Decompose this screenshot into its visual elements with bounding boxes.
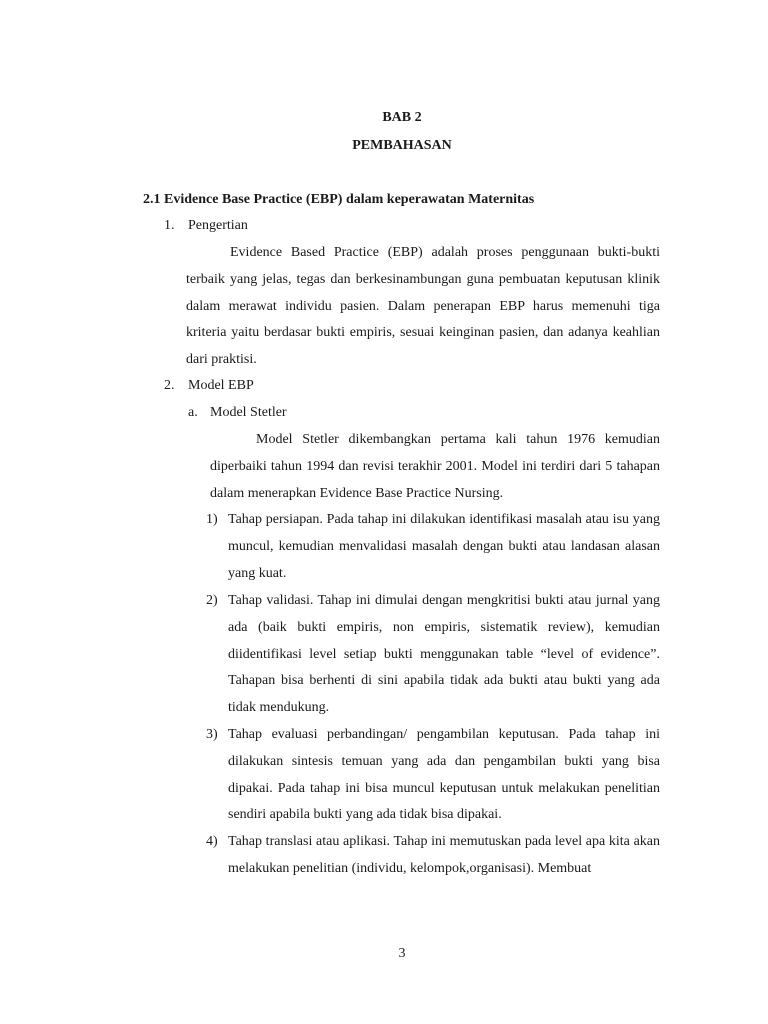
step-number: 4) <box>206 834 218 849</box>
step-text-validasi: Tahap validasi. Tahap ini dimulai dengan mengkritisi bukti atau jurnal yang ada (baik bukti empiris, non empiris, sistematik review), kemudian diidentifikasi level setiap bukti menggunakan table “level of evidence”. Tahapan bisa berhenti di sini apabila tidak ada bukti atau bukti yang ada tidak mendukung. <box>228 593 660 716</box>
step-text-evaluasi: Tahap evaluasi perbandingan/ pengambilan keputusan. Pada tahap ini dilakukan sintesis temuan yang ada dan pengambilan bukti yang bisa dipakai. Pada tahap ini bisa muncul keputusan untuk melakukan penelitian sendiri apabila bukti yang ada tidak bisa dipakai. <box>228 727 660 823</box>
paragraph-pengertian: Evidence Based Practice (EBP) adalah proses penggunaan bukti-bukti terbaik yang jelas, tegas dan berkesinambungan guna pembuatan keputusan klinik dalam merawat individu pasien. Dalam penerapan EBP harus memenuhi tiga kriteria yaitu berdasar bukti empiris, sesuai keinginan pasien, dan adanya keahlian dari praktisi. <box>186 245 660 368</box>
chapter-label: BAB 2 <box>382 110 422 125</box>
step-number: 2) <box>206 593 218 608</box>
step-number: 3) <box>206 727 218 742</box>
paragraph-model-stetler: Model Stetler dikembangkan pertama kali tahun 1976 kemudian diperbaiki tahun 1994 dan revisi terakhir 2001. Model ini terdiri dari 5 tahapan dalam menerapkan Evidence Base Practice Nursing. <box>210 432 660 501</box>
step-number: 1) <box>206 512 218 527</box>
item-number: 2. <box>164 378 175 393</box>
step-text-persiapan: Tahap persiapan. Pada tahap ini dilakukan identifikasi masalah atau isu yang muncul, kemudian menvalidasi masalah dengan bukti atau landasan alasan yang kuat. <box>228 512 660 581</box>
item-label-model-ebp: Model EBP <box>188 378 254 393</box>
step-text-translasi: Tahap translasi atau aplikasi. Tahap ini memutuskan pada level apa kita akan melakukan penelitian (individu, kelompok,organisasi). Membuat <box>228 834 660 876</box>
chapter-title: PEMBAHASAN <box>352 138 452 153</box>
section-heading: 2.1 Evidence Base Practice (EBP) dalam keperawatan Maternitas <box>143 192 535 207</box>
sub-item-label-model-stetler: Model Stetler <box>210 405 287 420</box>
page-number: 3 <box>398 946 406 961</box>
item-number: 1. <box>164 218 175 233</box>
sub-item-letter: a. <box>188 405 198 420</box>
item-label-pengertian: Pengertian <box>188 218 248 233</box>
